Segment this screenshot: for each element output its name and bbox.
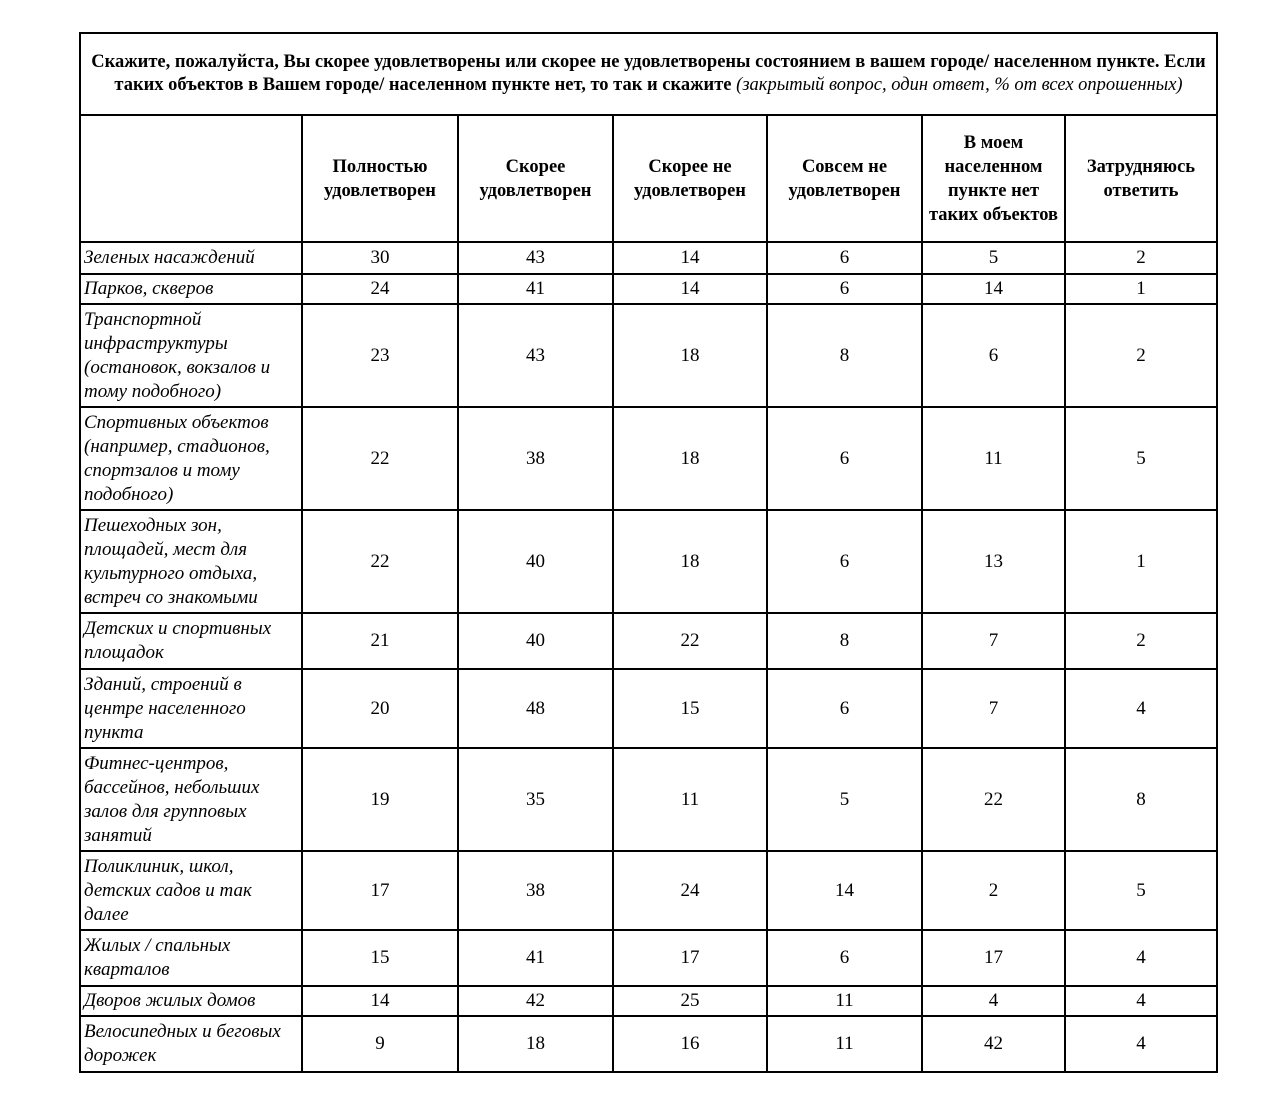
value-cell: 19 xyxy=(302,748,458,851)
value-cell: 14 xyxy=(613,274,767,304)
value-cell: 16 xyxy=(613,1016,767,1072)
table-row xyxy=(80,242,1217,274)
value-cell: 5 xyxy=(1065,851,1217,930)
value-cell: 20 xyxy=(302,669,458,748)
value-cell: 6 xyxy=(767,407,922,510)
row-label: Пешеходных зон, площадей, мест для культурного отдыха, встреч со знакомыми xyxy=(80,510,302,613)
value-cell: 11 xyxy=(767,986,922,1016)
column-header: Затрудняюсь ответить xyxy=(1065,115,1217,242)
value-cell: 1 xyxy=(1065,510,1217,613)
value-cell: 4 xyxy=(1065,986,1217,1016)
value-cell: 6 xyxy=(767,930,922,986)
value-cell: 18 xyxy=(613,407,767,510)
column-header: Совсем не удовлетворен xyxy=(767,115,922,242)
value-cell: 22 xyxy=(302,407,458,510)
value-cell: 24 xyxy=(613,851,767,930)
row-label: Дворов жилых домов xyxy=(80,986,302,1016)
value-cell: 8 xyxy=(767,613,922,669)
column-header: В моем населенном пункте нет таких объектов xyxy=(922,115,1065,242)
value-cell: 2 xyxy=(1065,613,1217,669)
value-cell: 11 xyxy=(767,1016,922,1072)
table-row xyxy=(80,1016,1217,1072)
table-row xyxy=(80,510,1217,613)
column-header: Скорее удовлетворен xyxy=(458,115,613,242)
value-cell: 14 xyxy=(613,242,767,274)
value-cell: 5 xyxy=(1065,407,1217,510)
value-cell: 6 xyxy=(767,669,922,748)
value-cell: 43 xyxy=(458,304,613,407)
value-cell: 8 xyxy=(767,304,922,407)
row-label: Парков, скверов xyxy=(80,274,302,304)
value-cell: 5 xyxy=(922,242,1065,274)
value-cell: 5 xyxy=(767,748,922,851)
table-row xyxy=(80,613,1217,669)
caption-note: (закрытый вопрос, один ответ, % от всех опрошенных) xyxy=(736,75,1183,95)
row-label: Фитнес-центров, бассейнов, небольших залов для групповых занятий xyxy=(80,748,302,851)
value-cell: 15 xyxy=(302,930,458,986)
value-cell: 43 xyxy=(458,242,613,274)
value-cell: 41 xyxy=(458,274,613,304)
value-cell: 18 xyxy=(458,1016,613,1072)
value-cell: 6 xyxy=(767,274,922,304)
header-row xyxy=(80,115,1217,242)
table-row xyxy=(80,304,1217,407)
row-label: Жилых / спальных кварталов xyxy=(80,930,302,986)
value-cell: 11 xyxy=(613,748,767,851)
value-cell: 22 xyxy=(302,510,458,613)
table-row xyxy=(80,930,1217,986)
table-row xyxy=(80,669,1217,748)
value-cell: 6 xyxy=(767,242,922,274)
row-label: Спортивных объектов (например, стадионов, спортзалов и тому подобного) xyxy=(80,407,302,510)
value-cell: 4 xyxy=(1065,669,1217,748)
survey-table xyxy=(79,32,1218,1073)
value-cell: 7 xyxy=(922,613,1065,669)
value-cell: 17 xyxy=(613,930,767,986)
table-row xyxy=(80,407,1217,510)
value-cell: 15 xyxy=(613,669,767,748)
value-cell: 14 xyxy=(922,274,1065,304)
value-cell: 18 xyxy=(613,510,767,613)
value-cell: 42 xyxy=(458,986,613,1016)
value-cell: 14 xyxy=(767,851,922,930)
value-cell: 24 xyxy=(302,274,458,304)
value-cell: 38 xyxy=(458,851,613,930)
column-header: Полностью удовлетворен xyxy=(302,115,458,242)
value-cell: 38 xyxy=(458,407,613,510)
row-label: Зданий, строений в центре населенного пункта xyxy=(80,669,302,748)
value-cell: 41 xyxy=(458,930,613,986)
value-cell: 17 xyxy=(922,930,1065,986)
value-cell: 14 xyxy=(302,986,458,1016)
table-row xyxy=(80,274,1217,304)
header-corner-cell xyxy=(80,115,302,242)
value-cell: 2 xyxy=(1065,242,1217,274)
value-cell: 8 xyxy=(1065,748,1217,851)
value-cell: 40 xyxy=(458,510,613,613)
value-cell: 6 xyxy=(922,304,1065,407)
value-cell: 22 xyxy=(922,748,1065,851)
value-cell: 23 xyxy=(302,304,458,407)
value-cell: 22 xyxy=(613,613,767,669)
row-label: Детских и спортивных площадок xyxy=(80,613,302,669)
caption-row xyxy=(80,33,1217,115)
value-cell: 30 xyxy=(302,242,458,274)
value-cell: 7 xyxy=(922,669,1065,748)
value-cell: 48 xyxy=(458,669,613,748)
value-cell: 1 xyxy=(1065,274,1217,304)
row-label: Велосипедных и беговых дорожек xyxy=(80,1016,302,1072)
value-cell: 25 xyxy=(613,986,767,1016)
value-cell: 40 xyxy=(458,613,613,669)
value-cell: 2 xyxy=(922,851,1065,930)
table-row xyxy=(80,986,1217,1016)
value-cell: 9 xyxy=(302,1016,458,1072)
table-row xyxy=(80,851,1217,930)
table-caption xyxy=(80,33,1217,115)
value-cell: 18 xyxy=(613,304,767,407)
row-label: Транспортной инфраструктуры (остановок, вокзалов и тому подобного) xyxy=(80,304,302,407)
column-header: Скорее не удовлетворен xyxy=(613,115,767,242)
value-cell: 35 xyxy=(458,748,613,851)
value-cell: 17 xyxy=(302,851,458,930)
value-cell: 4 xyxy=(922,986,1065,1016)
value-cell: 4 xyxy=(1065,930,1217,986)
value-cell: 11 xyxy=(922,407,1065,510)
survey-table-container xyxy=(79,32,1216,1073)
value-cell: 6 xyxy=(767,510,922,613)
row-label: Зеленых насаждений xyxy=(80,242,302,274)
row-label: Поликлиник, школ, детских садов и так далее xyxy=(80,851,302,930)
table-row xyxy=(80,748,1217,851)
value-cell: 13 xyxy=(922,510,1065,613)
value-cell: 4 xyxy=(1065,1016,1217,1072)
value-cell: 21 xyxy=(302,613,458,669)
value-cell: 2 xyxy=(1065,304,1217,407)
value-cell: 42 xyxy=(922,1016,1065,1072)
caption-question: Скажите, пожалуйста, Вы скорее удовлетворены или скорее не удовлетворены состоянием в вашем городе/ населенном пункте. Если таких объектов в Вашем городе/ населенном пункте нет, то так и скажите xyxy=(91,52,1206,95)
table-body xyxy=(80,242,1217,1072)
